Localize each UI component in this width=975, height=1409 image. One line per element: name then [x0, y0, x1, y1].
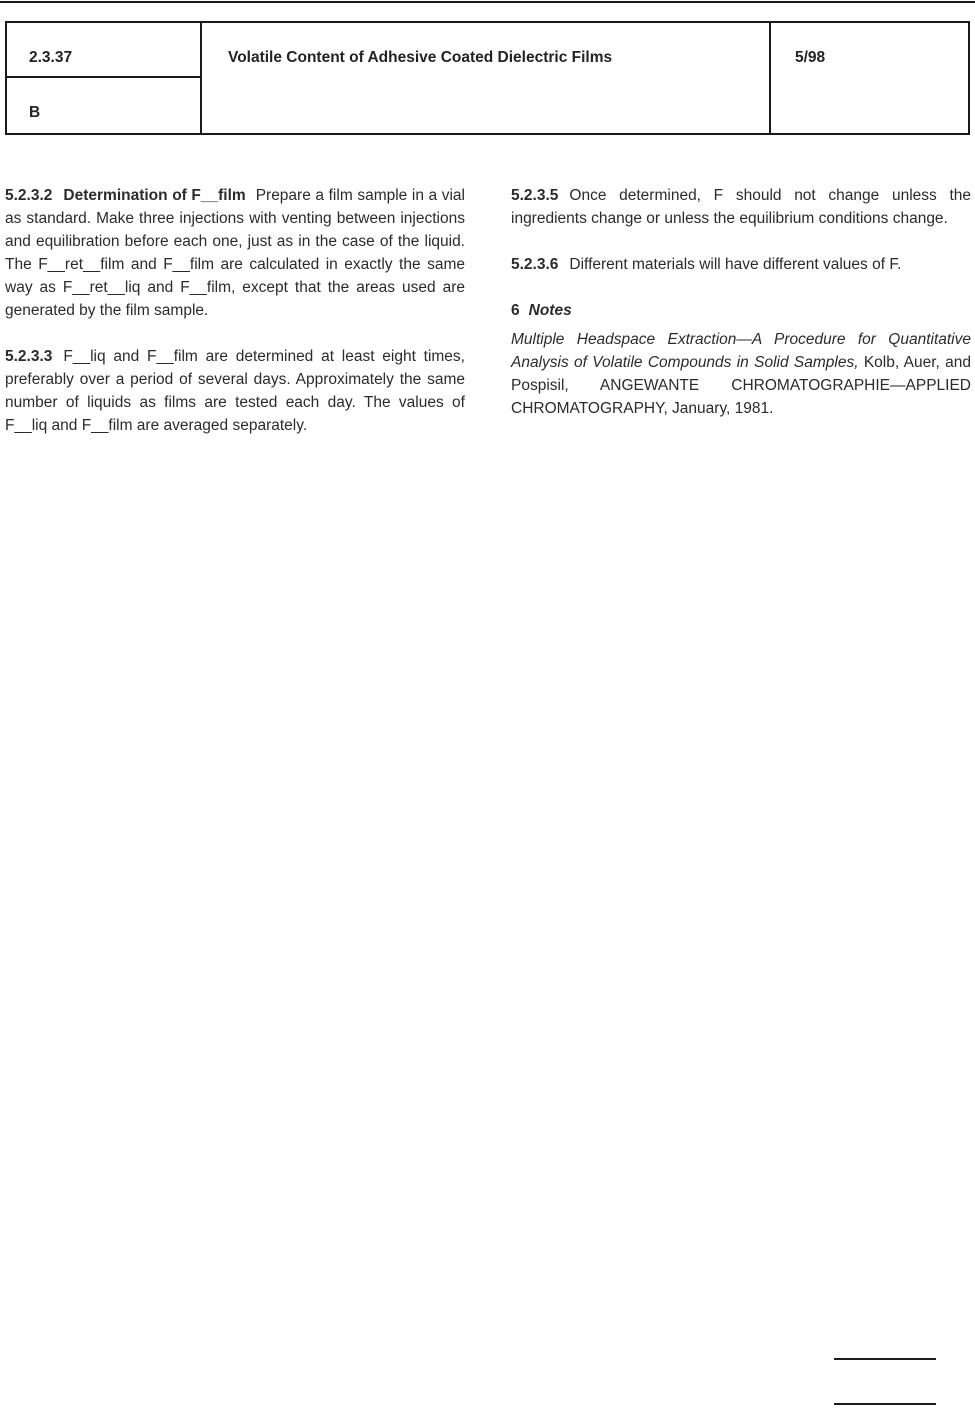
section-5-2-3-2 [5, 184, 465, 322]
notes-heading [511, 299, 971, 322]
section-text: Different materials will have different values of F. [569, 256, 902, 273]
header-table [5, 21, 970, 135]
section-5-2-3-6 [511, 253, 971, 276]
doc-number: 2.3.37 [29, 49, 73, 66]
notes-label: Notes [528, 302, 572, 319]
notes-number: 6 [511, 302, 520, 319]
reference-title: Multiple Headspace Extraction—A Procedure for Quantitative Analysis of Volatile Compounds in Solid Samples, [511, 331, 971, 371]
revision-cell [7, 78, 200, 133]
title-cell [202, 23, 771, 133]
document-title: Volatile Content of Adhesive Coated Dielectric Films [228, 49, 613, 66]
section-text: Once determined, F should not change unless the ingredients change or unless the equilibrium conditions change. [511, 187, 971, 227]
section-text: F__liq and F__film are determined at least eight times, preferably over a period of several days. Approximately the same number of liquids as films are tested each day. The values of F__liq and F__film are averaged separately. [5, 348, 465, 434]
header-left-column [7, 23, 202, 133]
revision-letter: B [29, 104, 41, 121]
section-number: 5.2.3.3 [5, 348, 53, 365]
footer-rule-top [834, 1358, 936, 1360]
doc-number-cell [7, 23, 200, 78]
issue-date: 5/98 [795, 49, 826, 66]
section-number: 5.2.3.6 [511, 256, 559, 273]
page-top-rule [0, 1, 975, 3]
section-number: 5.2.3.5 [511, 187, 559, 204]
section-heading: Determination of F__film [63, 187, 246, 204]
right-column [511, 184, 971, 460]
reference-paragraph [511, 328, 971, 420]
reference-authors: Kolb, Auer, and Pospisil, ANGEWANTE CHROMATOGRAPHIE—APPLIED CHROMATOGRAPHY, January, 1981. [511, 354, 971, 417]
section-5-2-3-3 [5, 345, 465, 437]
body-columns [5, 184, 971, 460]
left-column [5, 184, 465, 460]
date-cell [771, 23, 968, 133]
section-number: 5.2.3.2 [5, 187, 53, 204]
section-text: Prepare a film sample in a vial as standard. Make three injections with venting between injections and equilibration before each one, just as in the case of the liquid. The F__ret__film and F__film are calculated in exactly the same way as F__ret__liq and F__film, except that the areas used are generated by the film sample. [5, 187, 465, 319]
footer-rule-bottom [834, 1403, 936, 1405]
section-5-2-3-5 [511, 184, 971, 230]
